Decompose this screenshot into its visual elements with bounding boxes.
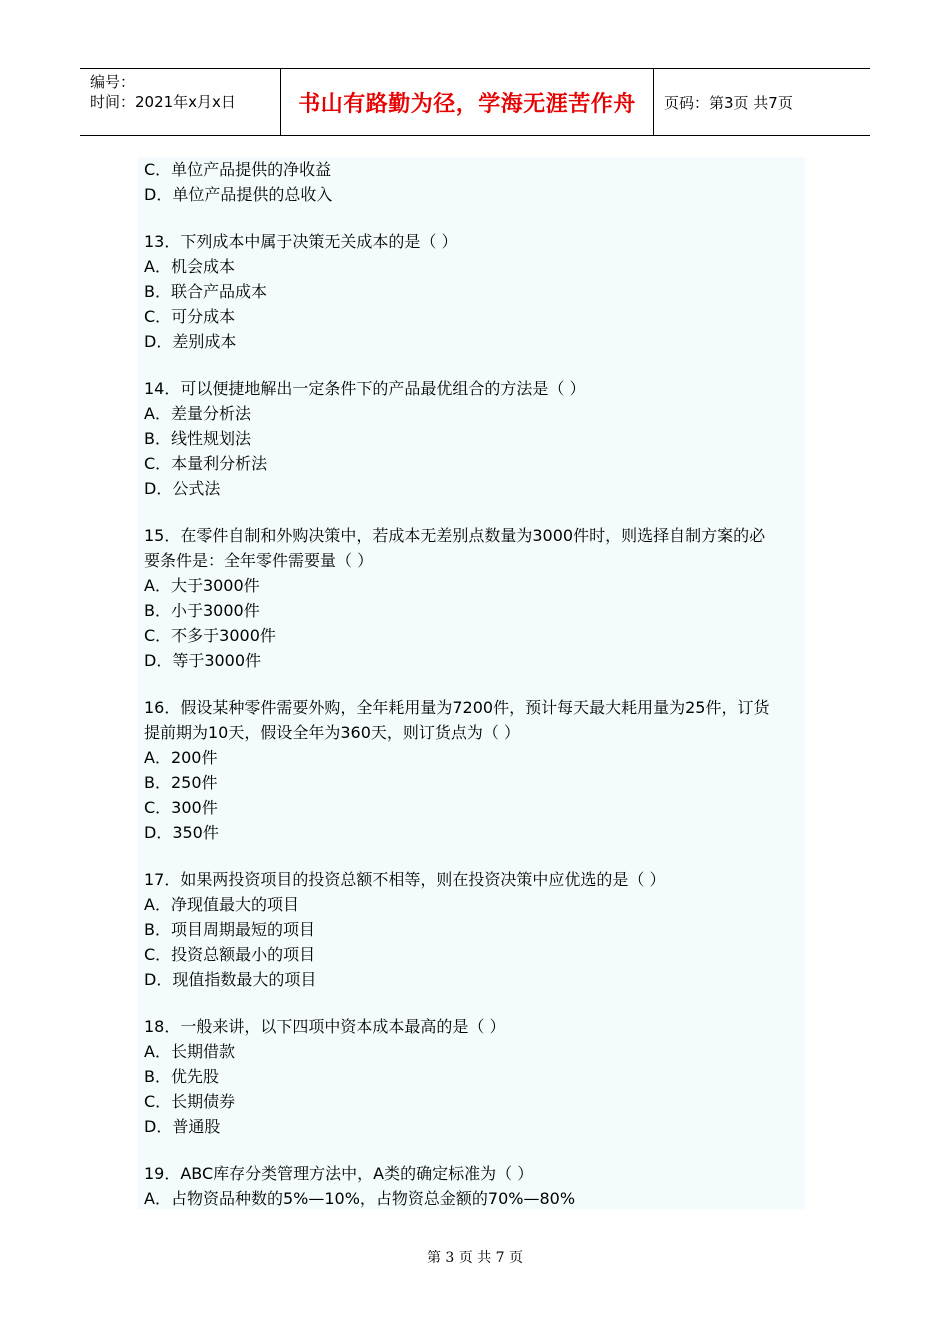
question-line: 17．如果两投资项目的投资总额不相等，则在投资决策中应优选的是（ ） [144, 870, 666, 889]
header-meta [80, 69, 281, 135]
question-line: 提前期为10天，假设全年为360天，则订货点为（ ） [144, 723, 520, 742]
option-line: A．占物资品种数的5%—10%，占物资总金额的70%—80% [144, 1189, 576, 1208]
page-info: 页码：第3页 共7页 [664, 93, 793, 112]
option-line: D．现值指数最大的项目 [144, 970, 317, 989]
option-line: C．本量利分析法 [144, 454, 268, 473]
option-line: D．单位产品提供的总收入 [144, 185, 333, 204]
option-line: A．长期借款 [144, 1042, 235, 1061]
option-line: C．投资总额最小的项目 [144, 945, 316, 964]
option-line: B．线性规划法 [144, 429, 251, 448]
option-line: C．可分成本 [144, 307, 236, 326]
option-line: A．机会成本 [144, 257, 235, 276]
header-motto-cell [281, 69, 654, 135]
option-line: D．差别成本 [144, 332, 237, 351]
option-line: A．差量分析法 [144, 404, 251, 423]
option-line: C．300件 [144, 798, 218, 817]
question-line: 18．一般来讲，以下四项中资本成本最高的是（ ） [144, 1017, 506, 1036]
option-line: D．公式法 [144, 479, 221, 498]
date-label: 时间：2021年x月x日 [90, 93, 236, 111]
option-line: D．350件 [144, 823, 219, 842]
option-line: B．250件 [144, 773, 218, 792]
question-content [138, 157, 805, 1209]
option-line: B．优先股 [144, 1067, 219, 1086]
option-line: A．200件 [144, 748, 218, 767]
serial-label: 编号： [90, 73, 136, 91]
option-line: A．大于3000件 [144, 576, 260, 595]
question-line: 19．ABC库存分类管理方法中，A类的确定标准为（ ） [144, 1164, 534, 1183]
option-line: C．单位产品提供的净收益 [144, 160, 332, 179]
question-line: 14．可以便捷地解出一定条件下的产品最优组合的方法是（ ） [144, 379, 586, 398]
question-line: 15．在零件自制和外购决策中，若成本无差别点数量为3000件时，则选择自制方案的必 [144, 526, 766, 545]
question-line: 要条件是：全年零件需要量（ ） [144, 551, 374, 570]
option-line: D．等于3000件 [144, 651, 262, 670]
header-page-info-cell [654, 69, 870, 135]
motto: 书山有路勤为径，学海无涯苦作舟 [298, 91, 636, 117]
page-footer: 第 3 页 共 7 页 [426, 1250, 524, 1266]
option-line: D．普通股 [144, 1117, 221, 1136]
option-line: B．联合产品成本 [144, 282, 267, 301]
option-line: B．小于3000件 [144, 601, 260, 620]
question-line: 16．假设某种零件需要外购，全年耗用量为7200件，预计每天最大耗用量为25件，订货 [144, 698, 770, 717]
option-line: C．长期债券 [144, 1092, 236, 1111]
option-line: A．净现值最大的项目 [144, 895, 299, 914]
page-header [80, 68, 870, 136]
option-line: C．不多于3000件 [144, 626, 276, 645]
option-line: B．项目周期最短的项目 [144, 920, 315, 939]
question-line: 13．下列成本中属于决策无关成本的是（ ） [144, 232, 458, 251]
